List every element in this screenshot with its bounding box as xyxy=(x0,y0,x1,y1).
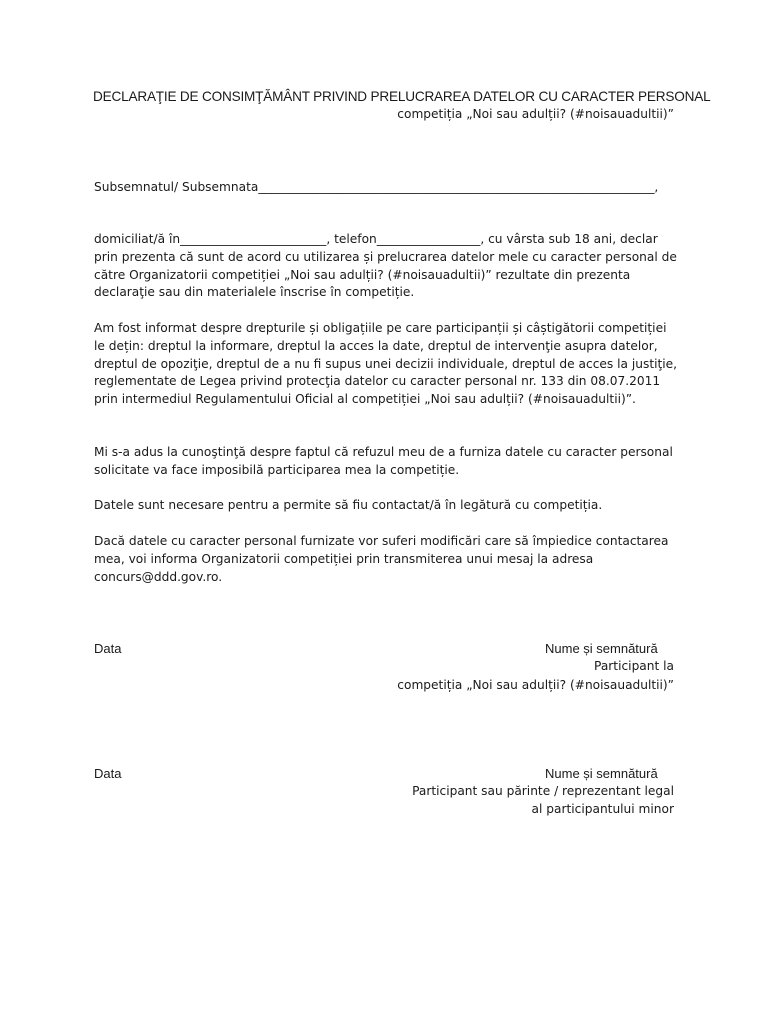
paragraph-consent: domiciliat/ă în________________________, telefon_________________, cu vârsta sub 18 ani, declar prin prezenta că sunt de acord cu utilizarea și prelucrarea datelor mele cu caracter personal de către Organizatorii competiției „Noi sau adulții? (#noisauadultii)” rezultate din prezenta declaraţie sau din materialele înscrise în competiție. xyxy=(94,232,677,300)
role-line-2b: al participantului minor xyxy=(531,802,674,816)
role-line-1a: Participant la xyxy=(594,659,674,673)
name-signature-label-2: Nume și semnătură xyxy=(545,766,658,781)
document-subtitle: competiția „Noi sau adulții? (#noisauadultii)” xyxy=(397,107,674,121)
role-line-1b: competiția „Noi sau adulții? (#noisauadultii)” xyxy=(397,678,674,692)
role-line-2a: Participant sau părinte / reprezentant legal xyxy=(412,784,674,798)
document-title: DECLARAŢIE DE CONSIMŢĂMÂNT PRIVIND PRELUCRAREA DATELOR CU CARACTER PERSONAL xyxy=(93,89,711,104)
subsemnatul-line: Subsemnatul/ Subsemnata_________________________________________________________________, xyxy=(94,180,659,194)
paragraph-modifications: Dacă datele cu caracter personal furnizate vor suferi modificări care să împiedice contactarea mea, voi informa Organizatorii competiției prin transmiterea unui mesaj la adresa concurs@ddd.gov.ro. xyxy=(94,534,669,584)
date-label-1: Data xyxy=(94,641,122,656)
name-signature-label-1: Nume și semnătură xyxy=(545,641,658,656)
paragraph-rights: Am fost informat despre drepturile și obligațiile pe care participanții și câștigătorii competiției le dețin: dreptul la informare, dreptul la acces la date, dreptul de intervenţie asupra datelor, dreptul de opoziţie, dreptul de a nu fi supus unei decizii individuale, dreptul de acces la justiţie, reglementate de Legea privind protecţia datelor cu caracter personal nr. 133 din 08.07.2011 prin intermediul Regulamentului Oficial al competiției „Noi sau adulții? (#noisauadultii)”. xyxy=(94,321,678,407)
date-label-2: Data xyxy=(94,766,122,781)
paragraph-refusal: Mi s-a adus la cunoştinţă despre faptul că refuzul meu de a furniza datele cu caracter personal solicitate va face imposibilă participarea mea la competiție. xyxy=(94,445,673,477)
paragraph-necessity: Datele sunt necesare pentru a permite să fiu contactat/ă în legătură cu competiția. xyxy=(94,498,603,512)
